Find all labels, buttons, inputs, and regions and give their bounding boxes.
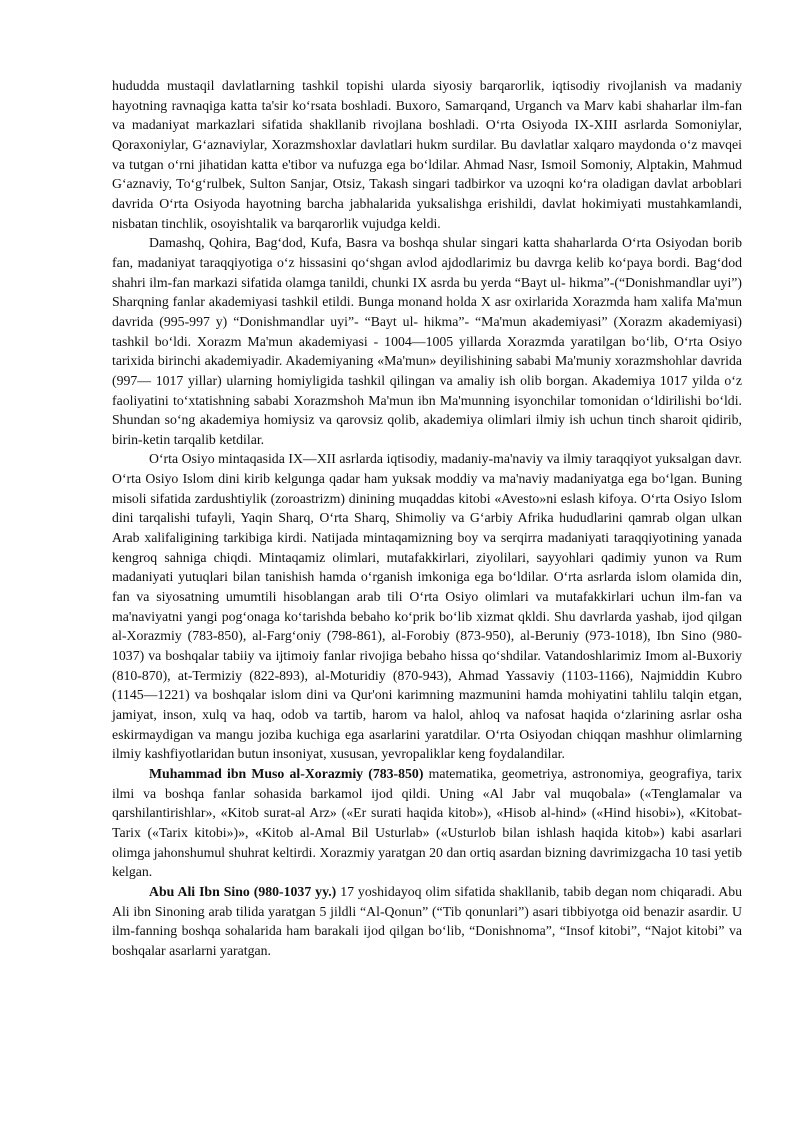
paragraph-xorazmiy [112,764,742,882]
paragraph-damashq-text: Damashq, Qohira, Bagʻdod, Kufa, Basra va boshqa shular singari katta shaharlarda Oʻrta Osiyodan borib fan, madaniyat taraqqiyotiga oʻz hissasini qoʻshgan avlod ajdodlarimiz bu davrga kelib koʻpaya bordi. Bagʻdod shahri ilm-fan markazi sifatida olamga tanildi, chunki IX asrda bu yerda “Bayt ul- hikma”-(“Donishmandlar uyi”) Sharqning fanlar akademiyasi tashkil etildi. Bunga monand holda X asr oxirlarida Xorazmda ham xalifa Ma'mun davrida (995-997 y) “Donishmandlar uyi”- “Bayt ul- hikma”- “Ma'mun akademiyasi” (Xorazm akademiyasi) tashkil boʻldi. Xorazm Ma'mun akademiyasi - 1004—1005 yillarda Xorazmda yaratilgan boʻlib, Oʻrta Osiyo tarixida birinchi akademiyadir. Akademiyaning «Ma'mun» deyilishining sababi Ma'muniy xorazmshohlar davrida (997— 1017 yillar) ularning homiyligida tashkil qilingan va amaliy ish olib borgan. Akademiya 1017 yilda oʻz faoliyatini toʻxtatishning sababi Xorazmshoh Ma'mun ibn Ma'munning isyonchilar tomonidan oʻldirilishi boʻldi. Shundan soʻng akademiya homiysiz va qarovsiz qolib, akademiya olimlari ilmiy ish uchun tinch sharoit qidirib, birin-ketin tarqalib ketdilar. [112,235,742,447]
paragraph-damashq [112,233,742,449]
paragraph-intro [112,76,742,233]
paragraph-ibnsino [112,882,742,961]
paragraph-intro-text: hududda mustaqil davlatlarning tashkil topishi ularda siyosiy barqarorlik, iqtisodiy rivojlanish va madaniy hayotning ravnaqiga katta ta'sir koʻrsata boshladi. Buxoro, Samarqand, Urganch va Marv kabi shaharlar ilm-fan va madaniyat markazlari sifatida shakllanib rivojlana boshladi. Oʻrta Osiyoda IX-XIII asrlarda Somoniylar, Qoraxoniylar, Gʻaznaviylar, Xorazmshoxlar davlatlari hukm surdilar. Bu davlatlar xalqaro maydonda oʻz mavqei va tutgan oʻrni jihatidan katta e'tibor va nufuzga ega boʻldilar. Ahmad Nasr, Ismoil Somoniy, Alptakin, Mahmud Gʻaznaviy, Toʻgʻrulbek, Sulton Sanjar, Otsiz, Takash singari tadbirkor va uzoqni koʻra oladigan davlat arboblari davrida Oʻrta Osiyoda hayotning barcha jabhalarida yuksalishga erishildi, davlat hokimiyati mustahkamlandi, nisbatan tinchlik, osoyishtalik va barqarorlik vujudga keldi. [112,78,742,231]
paragraph-ortaosiyo-text: Oʻrta Osiyo mintaqasida IX—XII asrlarda iqtisodiy, madaniy-ma'naviy va ilmiy taraqqiyot yuksalgan davr. Oʻrta Osiyo Islom dini kirib kelgunga qadar ham yuksak moddiy va ma'naviy madaniyatga ega boʻlgan. Buning misoli sifatida zardushtiylik (zoroastrizm) dinining muqaddas kitobi «Avesto»ni eslash kifoya. Oʻrta Osiyo Islom dini tarqalishi tufayli, Yaqin Sharq, Oʻrta Sharq, Shimoliy va Gʻarbiy Afrika hududlarini qamrab olgan ulkan Arab xalifaligining tarkibiga kirdi. Natijada mintaqamizning boy va serqirra madaniyati taraqqiyotining yanada kengroq sahniga chiqdi. Mintaqamiz olimlari, mutafakkirlari, ziyolilari, sayyohlari qadimiy yunon va Rum madaniyati yutuqlari bilan tanishish hamda oʻrganish imkoniga ega boʻldilar. Oʻrta asrlarda islom olamida din, fan va siyosatning umumtili hisoblangan arab tili Oʻrta Osiyo olimlari va mutafakkirlari uchun ilm-fan va ma'naviyatni yangi pogʻonaga koʻtarishda bebaho koʻprik boʻlib xizmat qkldi. Shu davrlarda yashab, ijod qilgan al-Xorazmiy (783-850), al-Fargʻoniy (798-861), al-Forobiy (873-950), al-Beruniy (973-1018), Ibn Sino (980-1037) va boshqalar tabiiy va ijtimoiy fanlar rivojiga bebaho hissa qoʻshdilar. Vatandoshlarimiz Imom al-Buxoriy (810-870), at-Termiziy (822-893), al-Moturidiy (870-943), Ahmad Yassaviy (1103-1166), Najmiddin Kubro (1145—1221) va boshqalar islom dini va Qur'oni karimning mazmunini hamda mohiyatini tahlilu talqin etgan, jamiyat, inson, xulq va haq, odob va tartib, harom va halol, ahloq va nafosat haqida oʻzlarining asrlar osha eskirmaydigan va mangu joziba kuchiga ega asarlarini yaratdilar. Oʻrta Osiyodan chiqqan mashhur olimlarning ilmiy kashfiyotlaridan butun insoniyat, xususan, yevropaliklar keng foydalandilar. [112,451,742,762]
document-page [112,76,742,961]
xorazmiy-heading: Muhammad ibn Muso al-Xorazmiy (783-850) [149,765,424,781]
paragraph-xorazmiy-text: matematika, geometriya, astronomiya, geografiya, tarix ilmi va boshqa fanlar sohasida barkamol ijod qildi. Uning «Al Jabr val muqobala» («Tenglamalar va qarshilantirishlar», «Kitob surat-al Arz» («Er surati haqida kitob»), «Hisob al-hind» («Hind hisobi»), «Kitobat-Tarix («Tarix kitobi»)», «Kitob al-Amal Bil Usturlab» («Usturlob bilan ishlash haqida kitob») kabi asarlari olimga jahonshumul shuhrat keltirdi. Xorazmiy yaratgan 20 dan ortiq asardan bizning davrimizgacha 10 tasi yetib kelgan. [112,765,742,880]
paragraph-ortaosiyo [112,449,742,764]
ibnsino-heading: Abu Ali Ibn Sino (980-1037 yy.) [149,883,337,899]
paragraph-ibnsino-text: 17 yoshidayoq olim sifatida shakllanib, tabib degan nom chiqaradi. Abu Ali ibn Sinoning arab tilida yaratgan 5 jildli “Al-Qonun” (“Tib qonunlari”) asari tibbiyotga oid benazir asardir. U ilm-fanning boshqa sohalarida ham barakali ijod qilgan boʻlib, “Donishnoma”, “Insof kitobi”, “Najot kitobi” va boshqalar asarlarni yaratgan. [112,883,742,958]
